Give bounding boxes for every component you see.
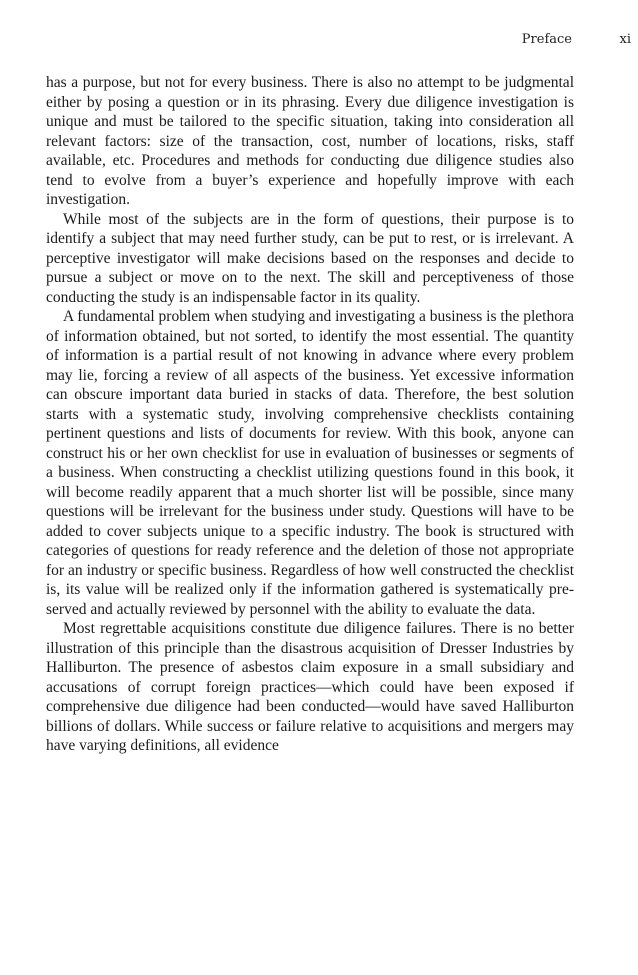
body-text: [46, 73, 574, 756]
paragraph: A fundamental problem when studying and investigating a business is the plethora of information obtained, but not sorted, to identify the most essential. The quantity of information is a partial result of not knowing in advance where every problem may lie, forcing a review of all aspects of the business. Yet excessive information can obscure important data buried in stacks of data. Therefore, the best solution starts with a systematic study, involving comprehensive checklists containing pertinent questions and lists of documents for review. With this book, anyone can construct his or her own checklist for use in evaluation of businesses or segments of a business. When constructing a checklist utilizing questions found in this book, it will become readily apparent that a much shorter list will be possible, since many questions will be irrelevant for the business under study. Questions will have to be added to cover subjects unique to a specific industry. The book is structured with categories of questions for ready reference and the deletion of those not appropriate for an industry or specific business. Regardless of how well constructed the checklist is, its value will be realized only if the information gathered is systematically preserved and actually reviewed by personnel with the ability to evaluate the data.: [46, 308, 574, 618]
page-number: xi: [619, 32, 631, 47]
paragraph-continued: has a purpose, but not for every business. There is also no attempt to be judgmental either by posing a question or in its phrasing. Every due diligence investigation is unique and must be tailored to the specific situation, taking into consideration all relevant factors: size of the transaction, cost, number of locations, risks, staff available, etc. Procedures and methods for conducting due diligence studies also tend to evolve from a buyer’s experience and hopefully improve with each investigation.: [46, 74, 574, 208]
paragraph: While most of the subjects are in the form of questions, their purpose is to identify a subject that may need further study, can be put to rest, or is irrelevant. A perceptive investigator will make decisions based on the responses and decide to pursue a subject or move on to the next. The skill and perceptiveness of those conducting the study is an indispensable factor in its quality.: [46, 210, 574, 306]
running-title: Preface: [521, 32, 572, 47]
paragraph: Most regrettable acquisitions constitute due diligence failures. There is no better illustration of this principle than the disastrous acquisition of Dresser Industries by Halliburton. The presence of asbestos claim exposure in a small subsidiary and accusations of corrupt foreign practices—which could have been exposed if comprehensive due diligence had been conducted—would have saved Halliburton billions of dollars. While success or failure relative to acquisitions and mergers may have varying definitions, all evidence: [46, 620, 574, 754]
running-head: [0, 32, 638, 52]
